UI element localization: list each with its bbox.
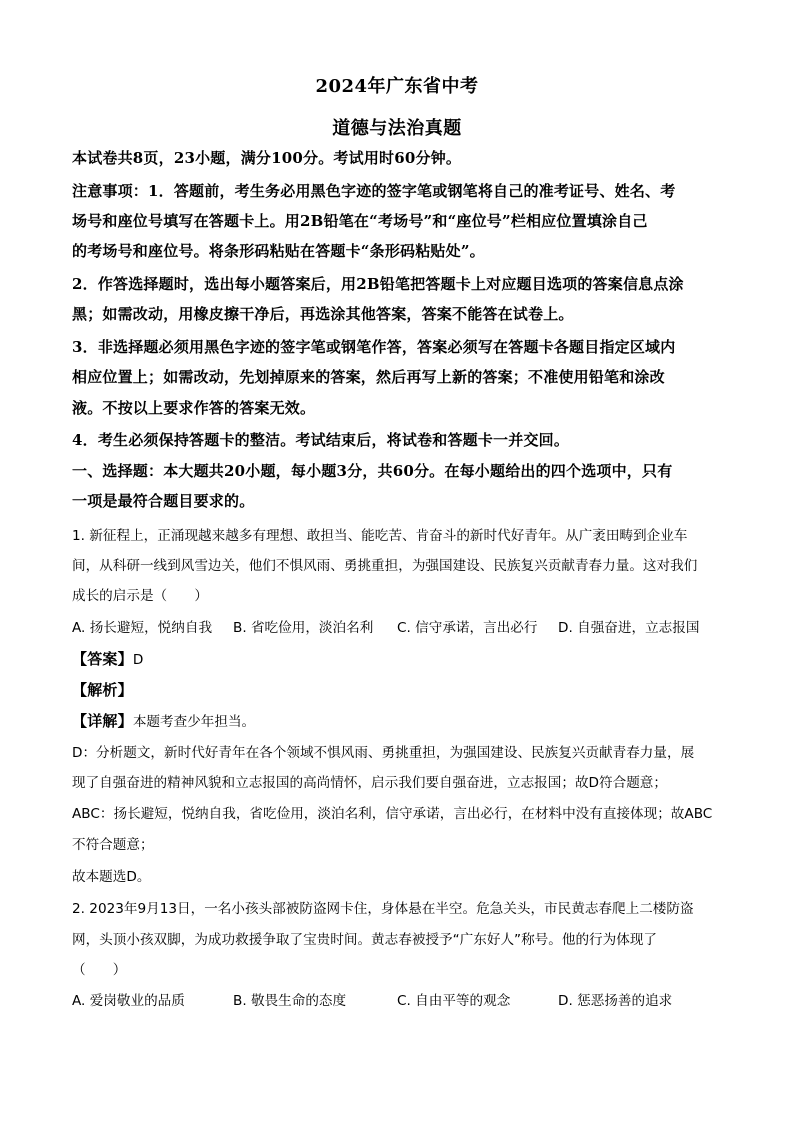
section-heading: 一项是最符合题目要求的。: [72, 492, 255, 510]
detail-label: 【详解】: [72, 712, 133, 730]
document-title: 2024年广东省中考: [315, 76, 479, 97]
notes-line: 4．考生必须保持答题卡的整洁。考试结束后，将试卷和答题卡一并交回。: [72, 431, 570, 449]
question-2-stem: 网，头顶小孩双脚，为成功救援争取了宝贵时间。黄志春被授予“广东好人”称号。他的行为体现了: [72, 932, 658, 948]
analysis-label: 【解析】: [72, 681, 133, 699]
notes-line: 场号和座位号填写在答题卡上。用2B铅笔在“考场号”和“座位号”栏相应位置填涂自己: [72, 212, 648, 230]
explanation-line: ABC：扬长避短，悦纳自我，省吃俭用，淡泊名利，信守承诺，言出必行，在材料中没有直接体现；故ABC: [72, 806, 713, 822]
question-1-stem: 间，从科研一线到风雪边关，他们不惧风雨、勇挑重担，为强国建设、民族复兴贡献青春力量。这对我们: [72, 558, 698, 574]
question-1-option-b: B. 省吃俭用，淡泊名利: [233, 620, 374, 636]
notes-line: 注意事项：1．答题前，考生务必用黑色字迹的签字笔或钢笔将自己的准考证号、姓名、考: [72, 182, 676, 200]
explanation-line: 现了自强奋进的精神风貌和立志报国的高尚情怀，启示我们要自强奋进，立志报国；故D符合题意；: [72, 775, 667, 791]
answer-label: 【答案】: [72, 650, 133, 668]
notes-line: 液。不按以上要求作答的答案无效。: [72, 399, 316, 417]
question-1-stem: 成长的启示是（ ）: [72, 588, 208, 604]
question-2-option-c: C. 自由平等的观念: [397, 993, 511, 1009]
notes-line: 黑；如需改动，用橡皮擦干净后，再选涂其他答案，答案不能答在试卷上。: [72, 305, 574, 323]
notes-line: 2．作答选择题时，选出每小题答案后，用2B铅笔把答题卡上对应题目选项的答案信息点涂: [72, 275, 684, 293]
question-1-option-c: C. 信守承诺，言出必行: [397, 620, 538, 636]
question-2-option-b: B. 敬畏生命的态度: [233, 993, 347, 1009]
section-heading: 一、选择题：本大题共20小题，每小题3分，共60分。在每小题给出的四个选项中，只有: [72, 462, 673, 480]
question-2-stem: （ ）: [72, 962, 127, 978]
notes-line: 相应位置上；如需改动，先划掉原来的答案，然后再写上新的答案；不准使用铅笔和涂改: [72, 368, 665, 386]
notes-line: 3．非选择题必须用黑色字迹的签字笔或钢笔作答，答案必须写在答题卡各题目指定区域内: [72, 338, 676, 356]
answer-value: D: [132, 652, 144, 668]
document-subtitle: 道德与法治真题: [332, 118, 462, 139]
explanation-line: 不符合题意；: [72, 837, 154, 853]
notes-line: 的考场号和座位号。将条形码粘贴在答题卡“条形码粘贴处”。: [72, 242, 485, 260]
question-1-option-a: A. 扬长避短，悦纳自我: [72, 620, 213, 636]
question-2-option-d: D. 惩恶扬善的追求: [558, 993, 673, 1009]
question-2-stem: 2. 2023年9月13日，一名小孩头部被防盗网卡住，身体悬在半空。危急关头，市民黄志春爬上二楼防盗: [72, 901, 694, 917]
question-2-option-a: A. 爱岗敬业的品质: [72, 993, 185, 1009]
detail-text: 本题考查少年担当。: [132, 714, 256, 730]
answer-row: [72, 649, 722, 670]
notes-line: 本试卷共8页，23小题，满分100分。考试用时60分钟。: [72, 149, 462, 167]
explanation-line: 故本题选D。: [72, 869, 151, 885]
explanation-line: D：分析题文，新时代好青年在各个领域不惧风雨、勇挑重担，为强国建设、民族复兴贡献青春力量，展: [72, 745, 695, 761]
question-1-option-d: D. 自强奋进，立志报国: [558, 620, 700, 636]
detail-row: [72, 711, 722, 732]
question-1-stem: 1. 新征程上，正涌现越来越多有理想、敢担当、能吃苦、肯奋斗的新时代好青年。从广袤田畴到企业车: [72, 528, 688, 544]
